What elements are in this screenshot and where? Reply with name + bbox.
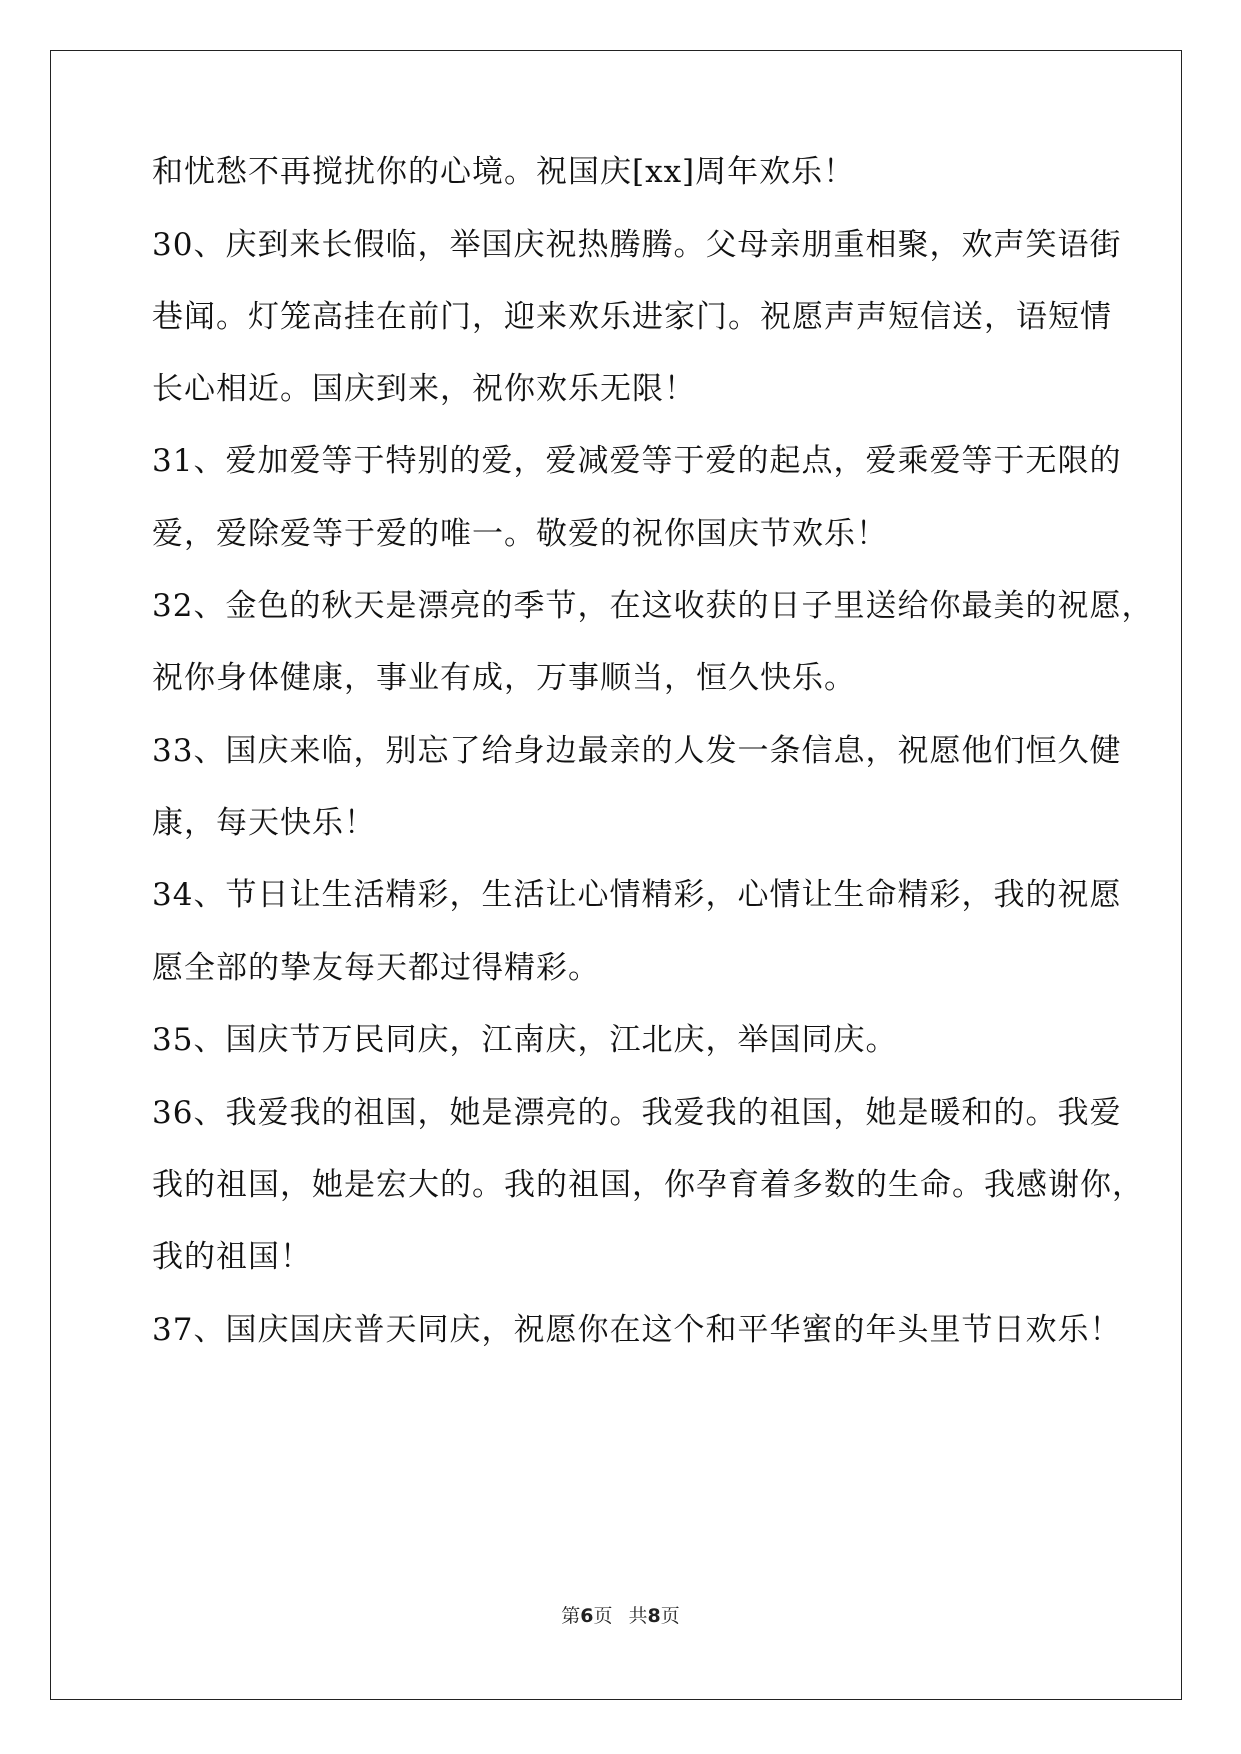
text-line: 长心相近。国庆到来，祝你欢乐无限！ xyxy=(152,371,696,407)
text-line: 30、庆到来长假临，举国庆祝热腾腾。父母亲朋重相聚，欢声笑语街 xyxy=(152,227,1122,263)
text-line: 爱，爱除爱等于爱的唯一。敬爱的祝你国庆节欢乐！ xyxy=(152,516,888,552)
text-line: 愿全部的挚友每天都过得精彩。 xyxy=(152,950,600,986)
page-prefix: 第 xyxy=(561,1605,581,1627)
page-total: 8 xyxy=(647,1605,661,1627)
page-current: 6 xyxy=(580,1605,594,1627)
text-line: 我的祖国！ xyxy=(152,1239,312,1275)
text-line: 巷闻。灯笼高挂在前门，迎来欢乐进家门。祝愿声声短信送，语短情 xyxy=(152,299,1112,335)
page-footer xyxy=(0,1604,1241,1628)
text-line: 31、爱加爱等于特别的爱，爱减爱等于爱的起点，爱乘爱等于无限的 xyxy=(152,443,1122,479)
total-prefix: 共 xyxy=(628,1605,648,1627)
text-line: 祝你身体健康，事业有成，万事顺当，恒久快乐。 xyxy=(152,660,856,696)
text-line: 35、国庆节万民同庆，江南庆，江北庆，举国同庆。 xyxy=(152,1022,898,1058)
text-line: 36、我爱我的祖国，她是漂亮的。我爱我的祖国，她是暖和的。我爱 xyxy=(152,1095,1122,1131)
text-line: 33、国庆来临，别忘了给身边最亲的人发一条信息，祝愿他们恒久健 xyxy=(152,733,1122,769)
total-suffix: 页 xyxy=(660,1605,680,1627)
text-line: 和忧愁不再搅扰你的心境。祝国庆[xx]周年欢乐！ xyxy=(152,154,856,190)
text-line: 32、金色的秋天是漂亮的季节，在这收获的日子里送给你最美的祝愿， xyxy=(152,588,1154,624)
text-line: 康，每天快乐！ xyxy=(152,805,376,841)
text-line: 37、国庆国庆普天同庆，祝愿你在这个和平华蜜的年头里节日欢乐！ xyxy=(152,1312,1122,1348)
text-line: 我的祖国，她是宏大的。我的祖国，你孕育着多数的生命。我感谢你， xyxy=(152,1167,1144,1203)
text-line: 34、节日让生活精彩，生活让心情精彩，心情让生命精彩，我的祝愿 xyxy=(152,877,1122,913)
page-suffix: 页 xyxy=(593,1605,613,1627)
